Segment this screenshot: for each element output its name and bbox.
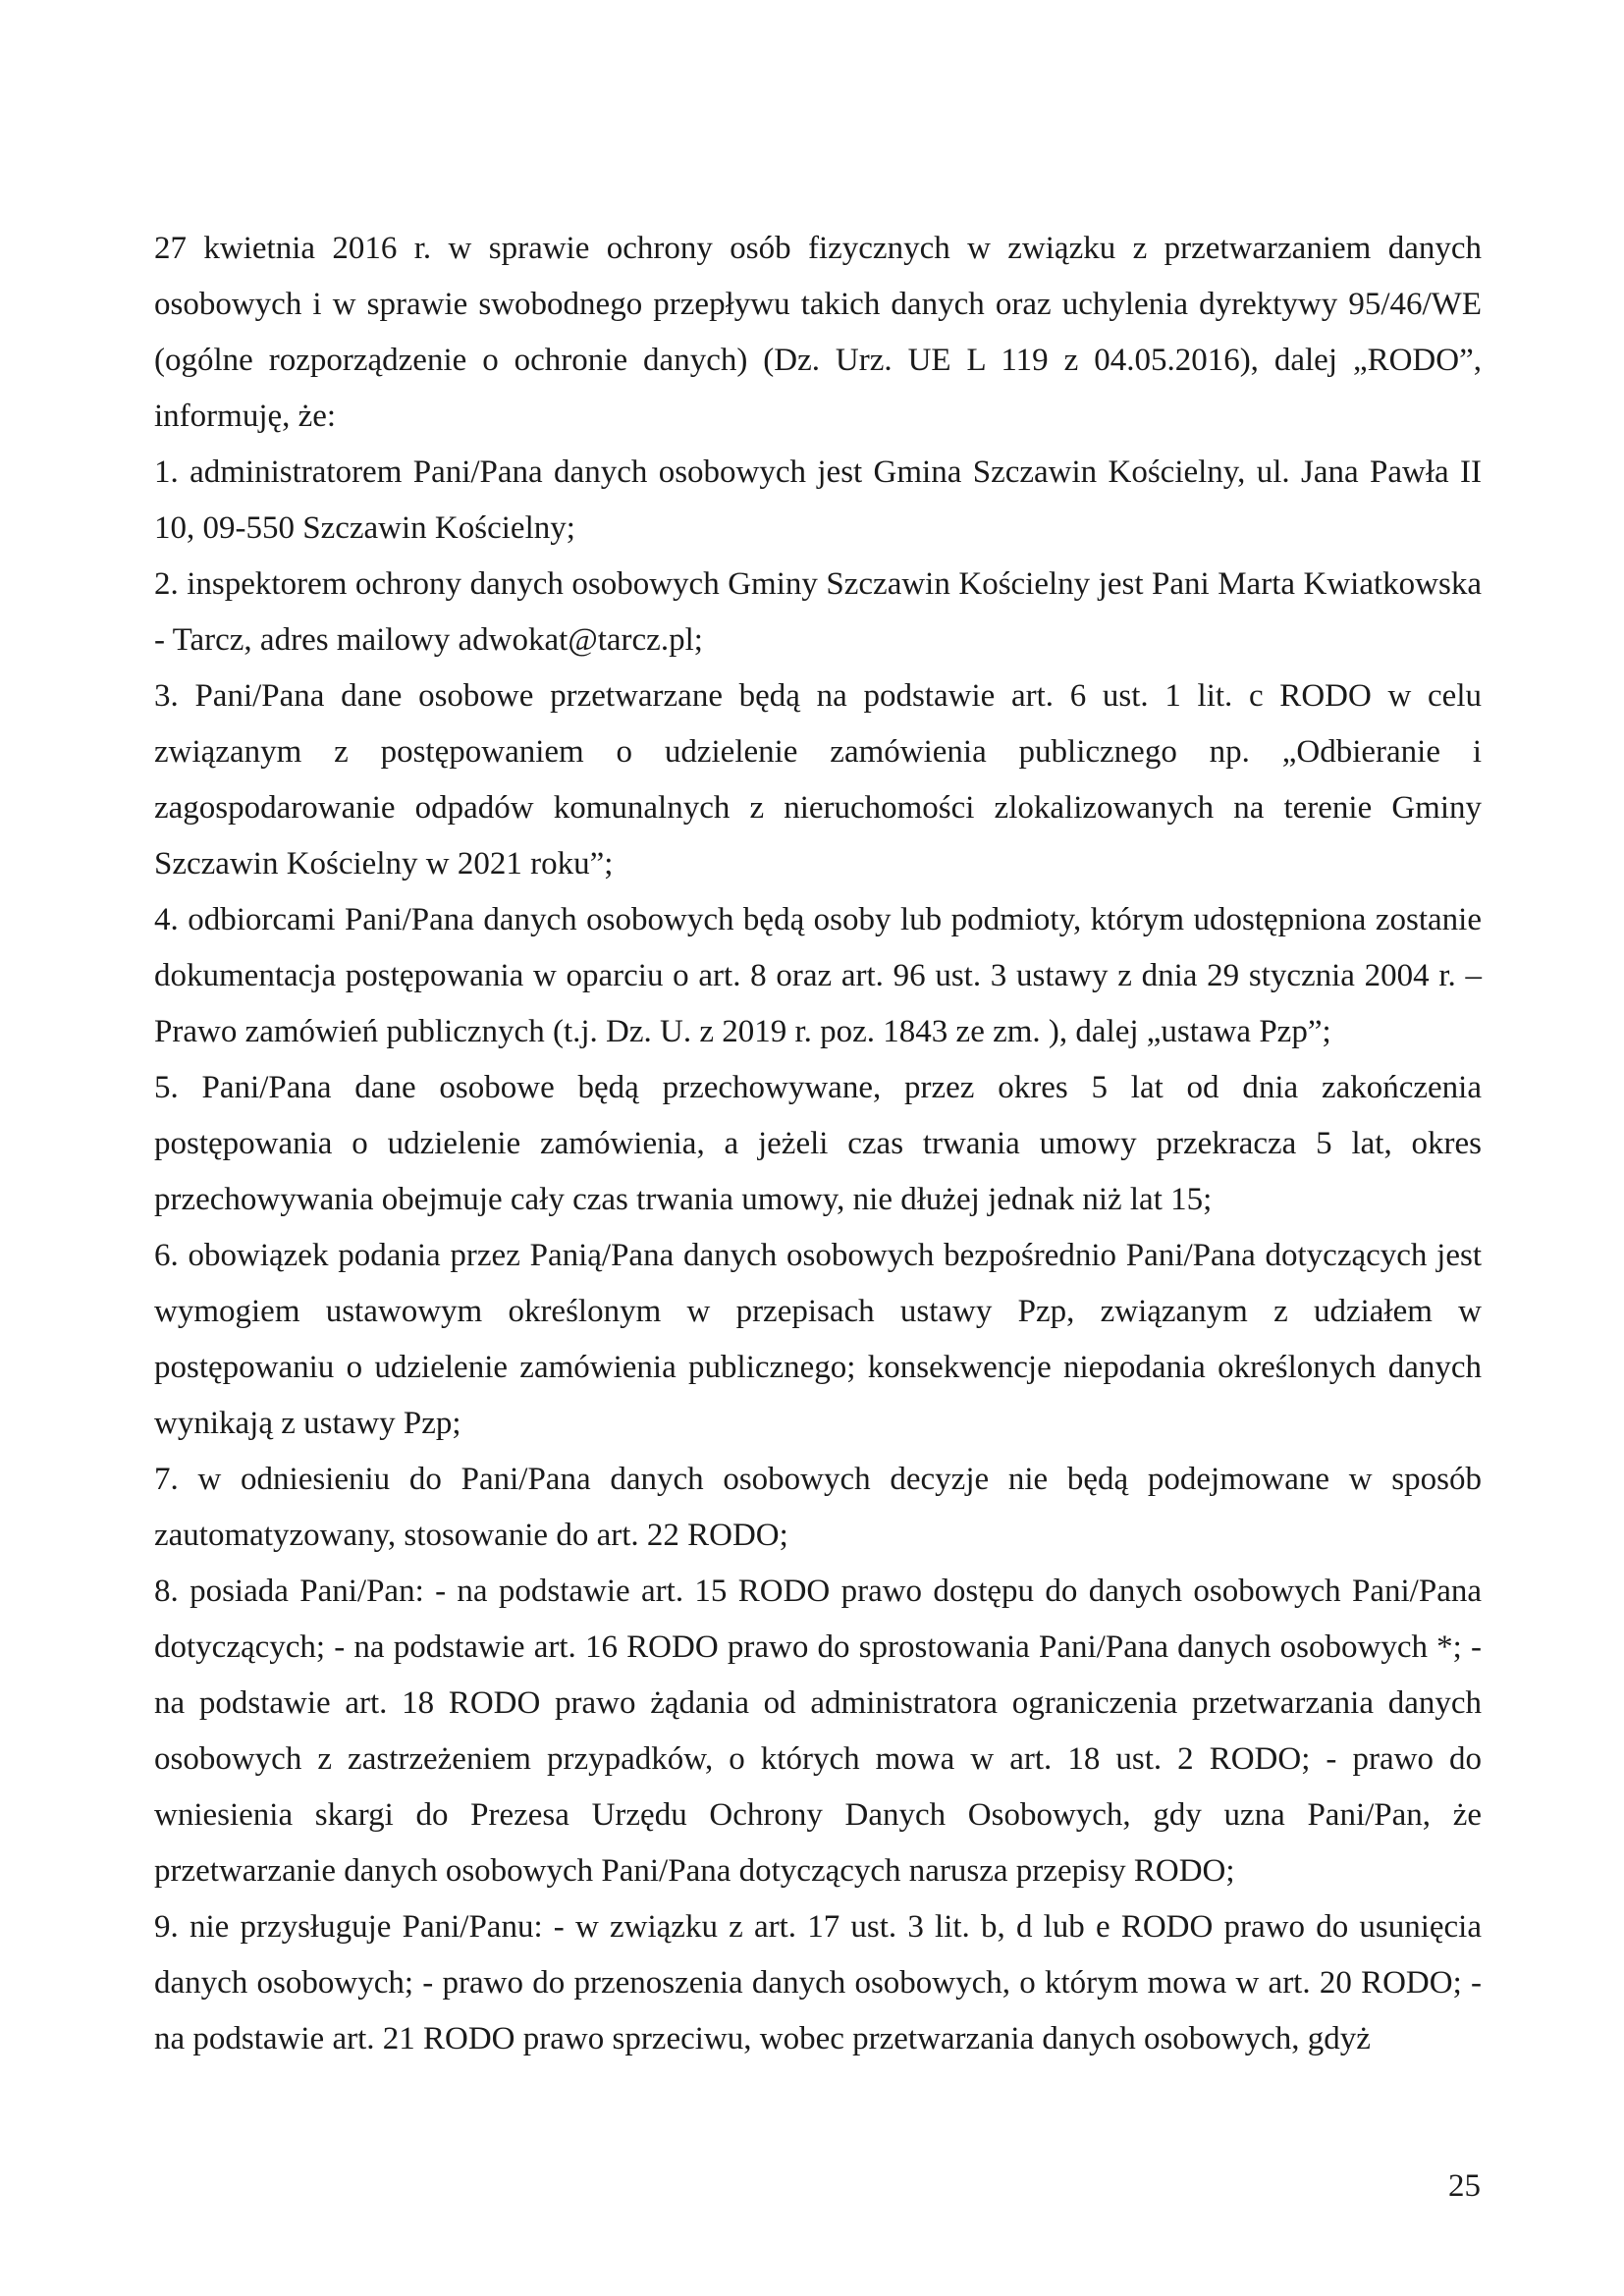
paragraph-item-6: 6. obowiązek podania przez Panią/Pana danych osobowych bezpośrednio Pani/Pana dotyczących jest wymogiem ustawowym określonym w przepisach ustawy Pzp, związanym z udziałem w postępowaniu o udzielenie zamówienia publicznego; konsekwencje niepodania określonych danych wynikają z ustawy Pzp;: [154, 1238, 1482, 1441]
paragraph-item-8: 8. posiada Pani/Pan: - na podstawie art. 15 RODO prawo dostępu do danych osobowych Pani/Pana dotyczących; - na podstawie art. 16 RODO prawo do sprostowania Pani/Pana danych osobowych *; - na podstawie art. 18 RODO prawo żądania od administratora ograniczenia przetwarzania danych osobowych z zastrzeżeniem przypadków, o których mowa w art. 18 ust. 2 RODO; - prawo do wniesienia skargi do Prezesa Urzędu Ochrony Danych Osobowych, gdy uzna Pani/Pan, że przetwarzanie danych osobowych Pani/Pana dotyczących narusza przepisy RODO;: [154, 1574, 1482, 1889]
paragraph-item-5: 5. Pani/Pana dane osobowe będą przechowywane, przez okres 5 lat od dnia zakończenia postępowania o udzielenie zamówienia, a jeżeli czas trwania umowy przekracza 5 lat, okres przechowywania obejmuje cały czas trwania umowy, nie dłużej jednak niż lat 15;: [154, 1070, 1482, 1217]
paragraph-item-1: 1. administratorem Pani/Pana danych osobowych jest Gmina Szczawin Kościelny, ul. Jana Pawła II 10, 09-550 Szczawin Kościelny;: [154, 454, 1482, 546]
paragraph-item-2: 2. inspektorem ochrony danych osobowych Gminy Szczawin Kościelny jest Pani Marta Kwiatkowska - Tarcz, adres mailowy adwokat@tarcz.pl;: [154, 566, 1482, 658]
paragraph-item-9: 9. nie przysługuje Pani/Panu: - w związku z art. 17 ust. 3 lit. b, d lub e RODO prawo do usunięcia danych osobowych; - prawo do przenoszenia danych osobowych, o którym mowa w art. 20 RODO; - na podstawie art. 21 RODO prawo sprzeciwu, wobec przetwarzania danych osobowych, gdyż: [154, 1909, 1482, 2056]
paragraph-item-3: 3. Pani/Pana dane osobowe przetwarzane będą na podstawie art. 6 ust. 1 lit. c RODO w celu związanym z postępowaniem o udzielenie zamówienia publicznego np. „Odbieranie i zagospodarowanie odpadów komunalnych z nieruchomości zlokalizowanych na terenie Gminy Szczawin Kościelny w 2021 roku”;: [154, 678, 1482, 881]
document-body: [154, 221, 1482, 2067]
paragraph-intro: 27 kwietnia 2016 r. w sprawie ochrony osób fizycznych w związku z przetwarzaniem danych osobowych i w sprawie swobodnego przepływu takich danych oraz uchylenia dyrektywy 95/46/WE (ogólne rozporządzenie o ochronie danych) (Dz. Urz. UE L 119 z 04.05.2016), dalej „RODO”, informuję, że:: [154, 231, 1482, 434]
paragraph-item-7: 7. w odniesieniu do Pani/Pana danych osobowych decyzje nie będą podejmowane w sposób zautomatyzowany, stosowanie do art. 22 RODO;: [154, 1462, 1482, 1553]
page-number: 25: [1448, 2168, 1481, 2204]
paragraph-item-4: 4. odbiorcami Pani/Pana danych osobowych będą osoby lub podmioty, którym udostępniona zostanie dokumentacja postępowania w oparciu o art. 8 oraz art. 96 ust. 3 ustawy z dnia 29 stycznia 2004 r. – Prawo zamówień publicznych (t.j. Dz. U. z 2019 r. poz. 1843 ze zm. ), dalej „ustawa Pzp”;: [154, 902, 1482, 1049]
